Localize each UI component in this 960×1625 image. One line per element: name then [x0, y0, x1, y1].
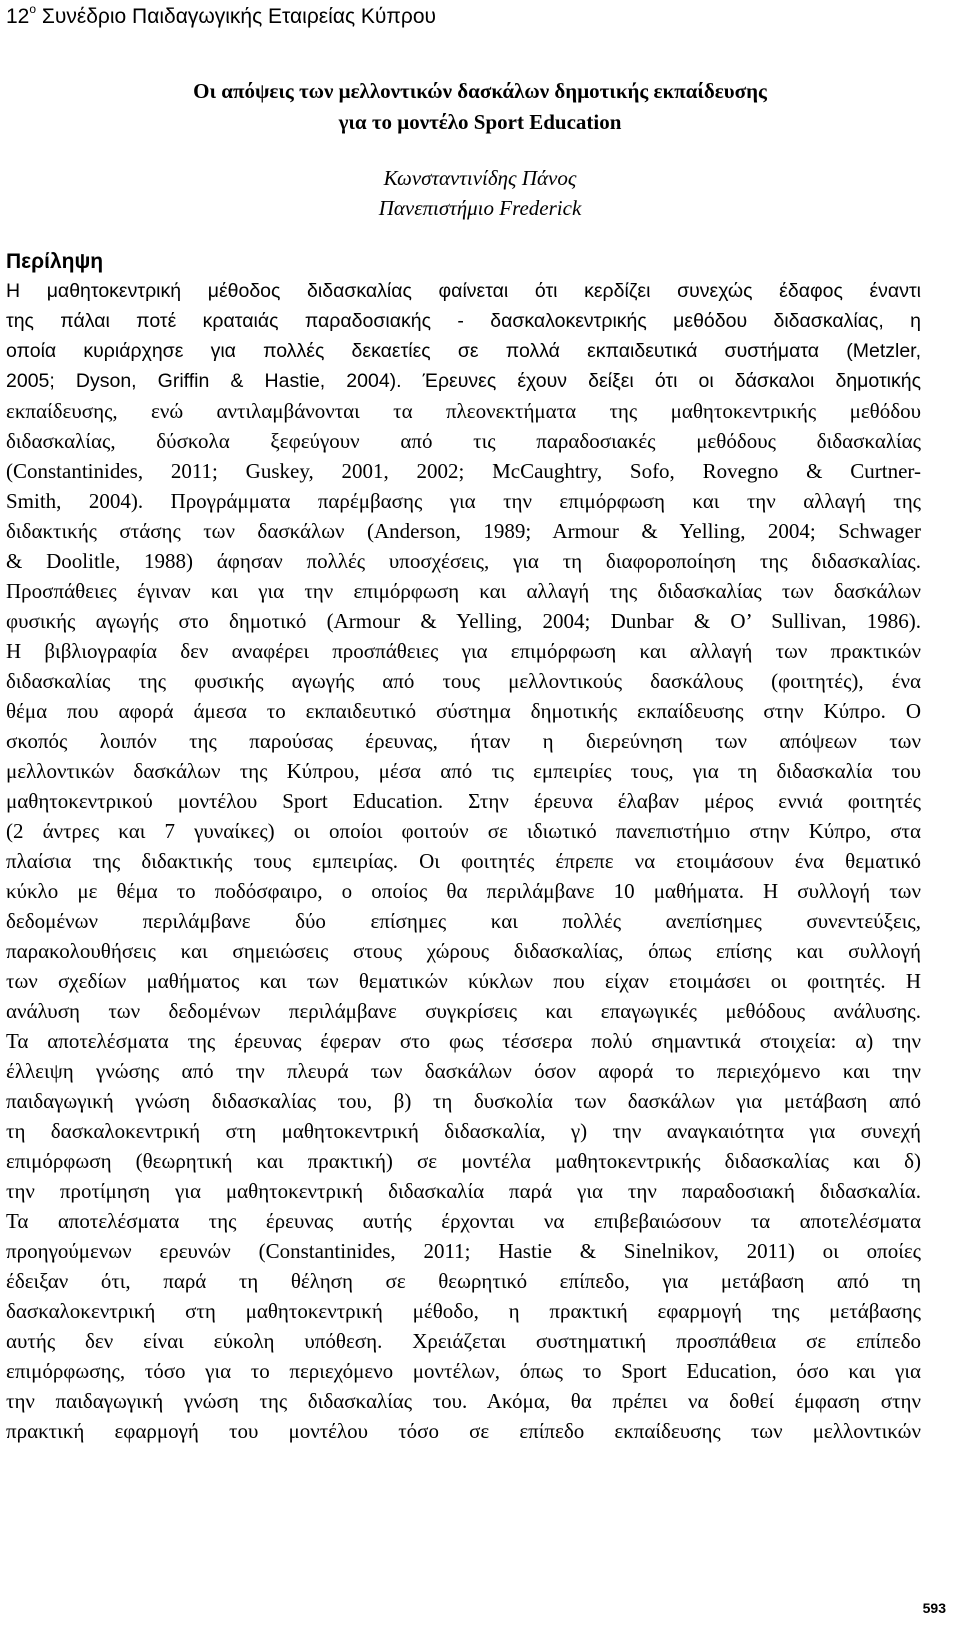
- abstract-line: (Constantinides, 2011; Guskey, 2001, 2002; McCaughtry, Sofo, Rovegno & Curtner-: [6, 459, 921, 483]
- abstract-line: & Doolitle, 1988) άφησαν πολλές υποσχέσεις, για τη διαφοροποίηση της διδασκαλίας.: [6, 549, 921, 573]
- abstract-line: δασκαλοκεντρική στη μαθητοκεντρική μέθοδο, η πρακτική εφαρμογή της μετάβασης: [6, 1299, 921, 1323]
- conference-number-superscript: ο: [29, 2, 37, 16]
- page-number: 593: [922, 1600, 946, 1616]
- author-block: [0, 163, 960, 223]
- abstract-line: των σχεδίων μαθήματος και των θεματικών κύκλων που είχαν ετοιμάσει οι φοιτητές. Η: [6, 969, 921, 993]
- paper-title: [0, 76, 960, 138]
- abstract-line: (2 άντρες και 7 γυναίκες) οι οποίοι φοιτούν σε ιδιωτικό πανεπιστήμιο στην Κύπρο, στα: [6, 819, 921, 843]
- abstract-line: δεδομένων περιλάμβανε δύο επίσημες και πολλές ανεπίσημες συνεντεύξεις,: [6, 909, 921, 933]
- abstract-line: Η μαθητοκεντρική μέθοδος διδασκαλίας φαίνεται ότι κερδίζει συνεχώς έδαφος έναντι: [6, 280, 921, 302]
- abstract-line: μαθητοκεντρικού μοντέλου Sport Education. Στην έρευνα έλαβαν μέρος εννιά φοιτητές: [6, 789, 921, 813]
- abstract-line: διδασκαλίας της φυσικής αγωγής από τους μελλοντικούς δασκάλους (φοιτητές), ένα: [6, 669, 921, 693]
- abstract-line: οποία κυριάρχησε για πολλές δεκαετίες σε πολλά εκπαιδευτικά συστήματα (Metzler,: [6, 340, 921, 362]
- abstract-line: διδακτικής στάσης των δασκάλων (Anderson, 1989; Armour & Yelling, 2004; Schwager: [6, 519, 921, 543]
- running-header: [6, 4, 436, 29]
- abstract-line: προηγούμενων ερευνών (Constantinides, 2011; Hastie & Sinelnikov, 2011) οι οποίες: [6, 1239, 921, 1263]
- abstract-line: παρακολουθήσεις και σημειώσεις στους χώρους διδασκαλίας, όπως επίσης και συλλογή: [6, 939, 921, 963]
- abstract-line: πρακτική εφαρμογή του μοντέλου τόσο σε επίπεδο εκπαίδευσης των μελλοντικών: [6, 1419, 921, 1443]
- abstract-body: [6, 276, 921, 1446]
- abstract-line: διδασκαλίας, δύσκολα ξεφεύγουν από τις παραδοσιακές μεθόδους διδασκαλίας: [6, 429, 921, 453]
- conference-number: 12: [6, 5, 30, 28]
- abstract-line: φυσικής αγωγής στο δημοτικό (Armour & Yelling, 2004; Dunbar & O’ Sullivan, 1986).: [6, 609, 921, 633]
- abstract-line: έδειξαν ότι, παρά τη θέληση σε θεωρητικό επίπεδο, για μετάβαση από τη: [6, 1269, 921, 1293]
- abstract-line: παιδαγωγική γνώση διδασκαλίας του, β) τη δυσκολία των δασκάλων για μετάβαση από: [6, 1089, 921, 1113]
- author-name: Κωνσταντινίδης Πάνος: [383, 166, 577, 190]
- abstract-heading: Περίληψη: [6, 250, 104, 273]
- abstract-line: την προτίμηση για μαθητοκεντρική διδασκαλία παρά για την παραδοσιακή διδασκαλία.: [6, 1179, 921, 1203]
- abstract-line: 2005; Dyson, Griffin & Hastie, 2004). Έρευνες έχουν δείξει ότι οι δάσκαλοι δημοτικής: [6, 370, 921, 392]
- abstract-line: σκοπός λοιπόν της παρούσας έρευνας, ήταν η διερεύνηση των απόψεων των: [6, 729, 921, 753]
- conference-name: Συνέδριο Παιδαγωγικής Εταιρείας Κύπρου: [41, 5, 436, 28]
- abstract-line: Smith, 2004). Προγράμματα παρέμβασης για την επιμόρφωση και την αλλαγή της: [6, 489, 921, 513]
- abstract-line: Προσπάθειες έγιναν και για την επιμόρφωση και αλλαγή της διδασκαλίας των δασκάλων: [6, 579, 921, 603]
- paper-title-line: Οι απόψεις των μελλοντικών δασκάλων δημοτικής εκπαίδευσης: [193, 79, 767, 103]
- abstract-line: μελλοντικών δασκάλων της Κύπρου, μέσα από τις εμπειρίες τους, για τη διδασκαλία του: [6, 759, 921, 783]
- abstract-line: Τα αποτελέσματα της έρευνας έφεραν στο φως τέσσερα πολύ σημαντικά στοιχεία: α) την: [6, 1029, 921, 1053]
- abstract-line: τη δασκαλοκεντρική στη μαθητοκεντρική διδασκαλία, γ) την αναγκαιότητα για συνεχή: [6, 1119, 921, 1143]
- abstract-line: αυτής δεν είναι εύκολη υπόθεση. Χρειάζεται συστηματική προσπάθεια σε επίπεδο: [6, 1329, 921, 1353]
- abstract-line: εκπαίδευσης, ενώ αντιλαμβάνονται τα πλεονεκτήματα της μαθητοκεντρικής μεθόδου: [6, 399, 921, 423]
- abstract-line: την παιδαγωγική γνώση της διδασκαλίας του. Ακόμα, θα πρέπει να δοθεί έμφαση στην: [6, 1389, 921, 1413]
- abstract-line: θέμα που αφορά άμεσα το εκπαιδευτικό σύστημα δημοτικής εκπαίδευσης στην Κύπρο. Ο: [6, 699, 921, 723]
- abstract-line: Τα αποτελέσματα της έρευνας αυτής έρχονται να επιβεβαιώσουν τα αποτελέσματα: [6, 1209, 921, 1233]
- abstract-line: ανάλυση των δεδομένων περιλάμβανε συγκρίσεις και επαγωγικές μεθόδους ανάλυσης.: [6, 999, 921, 1023]
- author-affiliation: Πανεπιστήμιο Frederick: [378, 196, 582, 220]
- abstract-line: κύκλο με θέμα το ποδόσφαιρο, ο οποίος θα περιλάμβανε 10 μαθήματα. Η συλλογή των: [6, 879, 921, 903]
- abstract-line: Η βιβλιογραφία δεν αναφέρει προσπάθειες για επιμόρφωση και αλλαγή των πρακτικών: [6, 639, 921, 663]
- paper-title-line: για το μοντέλο Sport Education: [338, 110, 622, 134]
- abstract-line: πλαίσια της διδακτικής τους εμπειρίας. Οι φοιτητές έπρεπε να ετοιμάσουν ένα θεματικό: [6, 849, 921, 873]
- abstract-line: επιμόρφωσης, τόσο για το περιεχόμενο μοντέλων, όπως το Sport Education, όσο και για: [6, 1359, 921, 1383]
- abstract-line: επιμόρφωση (θεωρητική και πρακτική) σε μοντέλα μαθητοκεντρικής διδασκαλίας και δ): [6, 1149, 921, 1173]
- abstract-line: της πάλαι ποτέ κραταιάς παραδοσιακής - δασκαλοκεντρικής μεθόδου διδασκαλίας, η: [6, 310, 921, 332]
- abstract-line: έλλειψη γνώσης από την πλευρά των δασκάλων όσον αφορά το περιεχόμενο και την: [6, 1059, 921, 1083]
